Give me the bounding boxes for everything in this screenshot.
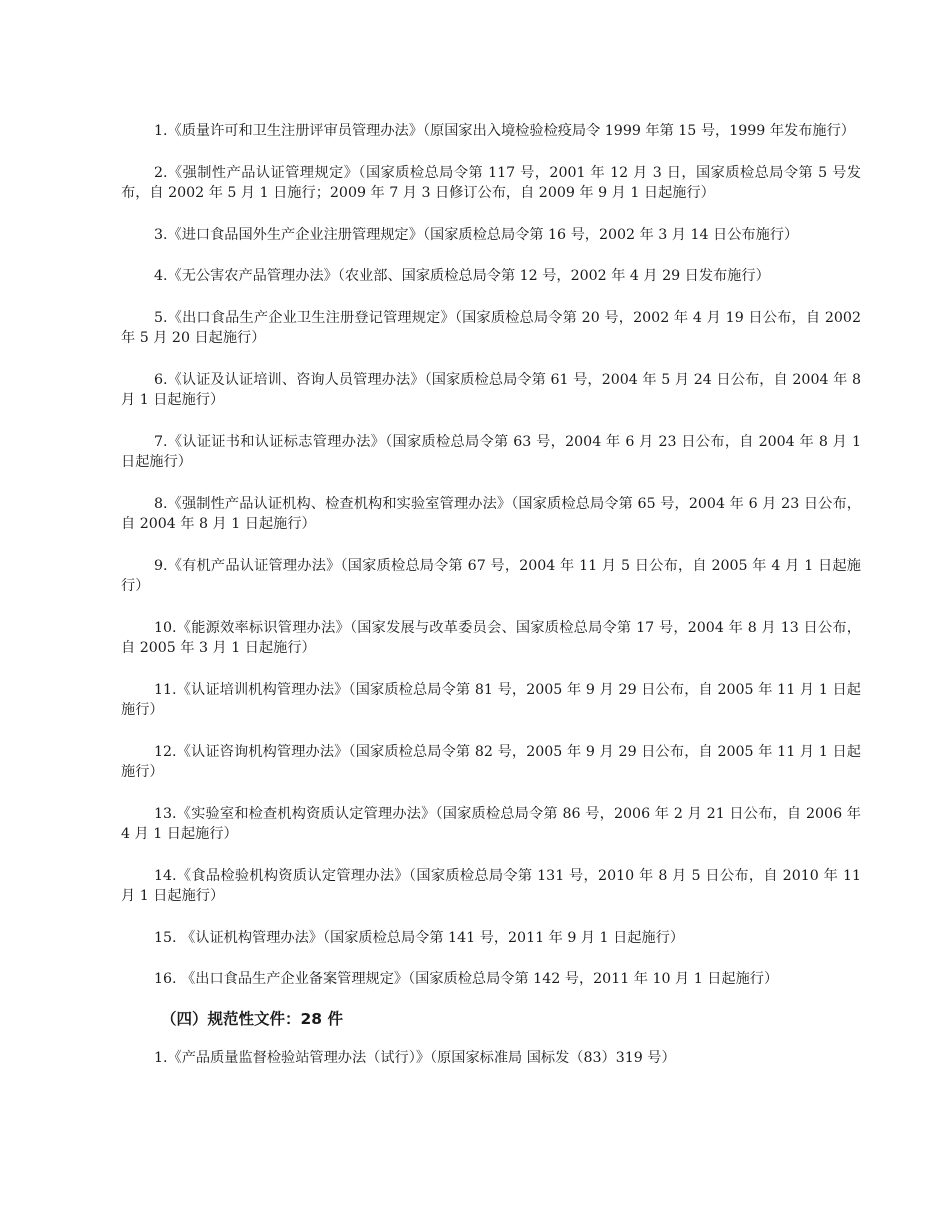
regulation-item: 16. 《出口食品生产企业备案管理规定》（国家质检总局令第 142 号，2011 年 10 月 1 日起施行） [154, 971, 779, 987]
regulation-item: 8.《强制性产品认证机构、检查机构和实验室管理办法》（国家质检总局令第 65 号，2004 年 6 月 23 日公布，自 2004 年 8 月 1 日起施行） [121, 495, 861, 532]
regulation-item: 6.《认证及认证培训、咨询人员管理办法》（国家质检总局令第 61 号，2004 年 5 月 24 日公布，自 2004 年 8 月 1 日起施行） [121, 371, 861, 408]
regulation-item: 2.《强制性产品认证管理规定》（国家质检总局令第 117 号，2001 年 12 月 3 日，国家质检总局令第 5 号发布，自 2002 年 5 月 1 日施行；2009 年 7 月 3 日修订公布，自 2009 年 9 月 1 日起施行） [121, 164, 861, 201]
regulation-item: 3.《进口食品国外生产企业注册管理规定》（国家质检总局令第 16 号，2002 年 3 月 14 日公布施行） [154, 226, 799, 243]
regulation-item: 5.《出口食品生产企业卫生注册登记管理规定》（国家质检总局令第 20 号，2002 年 4 月 19 日公布，自 2002 年 5 月 20 日起施行） [121, 309, 861, 346]
section-heading: （四）规范性文件：28 件 [161, 1009, 343, 1028]
regulation-item: 12.《认证咨询机构管理办法》（国家质检总局令第 82 号，2005 年 9 月 29 日公布，自 2005 年 11 月 1 日起施行） [121, 743, 861, 780]
normative-document-item: 1.《产品质量监督检验站管理办法（试行）》（原国家标准局 国标发（83）319 号） [154, 1049, 676, 1066]
regulation-item: 11.《认证培训机构管理办法》（国家质检总局令第 81 号，2005 年 9 月 29 日公布，自 2005 年 11 月 1 日起施行） [121, 681, 861, 718]
regulation-item: 1.《质量许可和卫生注册评审员管理办法》（原国家出入境检验检疫局令 1999 年第 15 号，1999 年发布施行） [154, 123, 855, 139]
regulation-item: 14.《食品检验机构资质认定管理办法》（国家质检总局令第 131 号，2010 年 8 月 5 日公布，自 2010 年 11 月 1 日起施行） [121, 867, 861, 904]
regulation-item: 4.《无公害农产品管理办法》（农业部、国家质检总局令第 12 号，2002 年 4 月 29 日发布施行） [154, 268, 770, 284]
document-body [121, 121, 861, 1089]
regulation-item: 7.《认证证书和认证标志管理办法》（国家质检总局令第 63 号，2004 年 6 月 23 日公布，自 2004 年 8 月 1 日起施行） [121, 433, 861, 470]
regulation-item: 13.《实验室和检查机构资质认定管理办法》（国家质检总局令第 86 号，2006 年 2 月 21 日公布，自 2006 年 4 月 1 日起施行） [121, 805, 861, 842]
regulation-item: 9.《有机产品认证管理办法》（国家质检总局令第 67 号，2004 年 11 月 5 日公布，自 2005 年 4 月 1 日起施行） [121, 557, 861, 594]
regulation-item: 10.《能源效率标识管理办法》（国家发展与改革委员会、国家质检总局令第 17 号，2004 年 8 月 13 日公布，自 2005 年 3 月 1 日起施行） [121, 619, 861, 656]
regulation-item: 15. 《认证机构管理办法》（国家质检总局令第 141 号，2011 年 9 月 1 日起施行） [154, 929, 685, 946]
